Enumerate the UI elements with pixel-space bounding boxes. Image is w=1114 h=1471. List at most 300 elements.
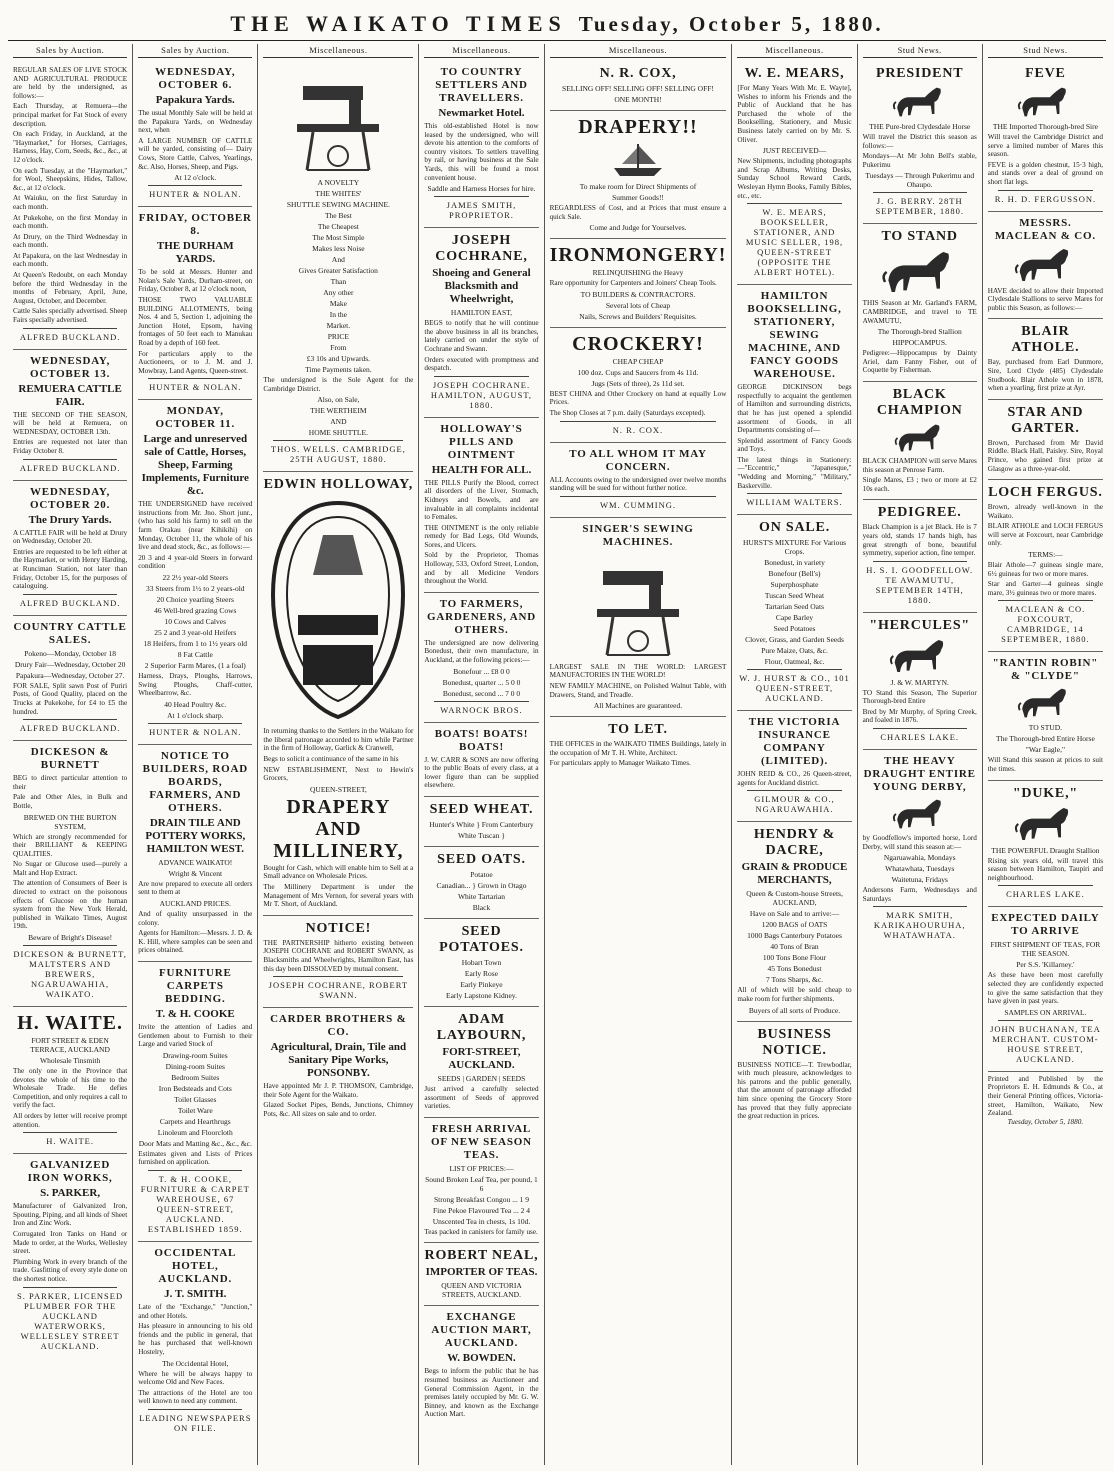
ad-text: The undersigned are now delivering Bonedust, their own manufacture, in Auckland, at the following prices:— bbox=[424, 638, 539, 665]
ad-text: BEGS to notify that he will continue the above business in all its branches, lately carried on under the style of Cochrane and Swann. bbox=[424, 319, 539, 353]
ad-text: The Thorough-bred Stallion bbox=[877, 327, 962, 337]
ad-subheading: S. PARKER, bbox=[40, 1187, 101, 1200]
ad-heading: PRESIDENT bbox=[876, 66, 964, 81]
ad-signature: HUNTER & NOLAN. bbox=[149, 382, 242, 393]
ad-text: SELLING OFF! SELLING OFF! SELLING OFF! bbox=[562, 84, 714, 93]
ad-signature: R. H. D. FERGUSSON. bbox=[994, 193, 1097, 204]
ad-signature: JAMES SMITH, PROPRIETOR. bbox=[446, 200, 517, 221]
ad-text: Makes less Noise bbox=[312, 244, 365, 253]
ad-text: Entries are requested to be left either at the Haymarket, or with Henry Harding, at Runciman Station, not later than Friday, October 15, for the purposes of cataloguing. bbox=[13, 547, 128, 591]
ad-text: ADVANCE WAIKATO! bbox=[158, 857, 233, 867]
ad-text: The latest things in Stationery:—"Eccentric," "Japanesque," "Wedding and Morning," "Military," Baskerville. bbox=[737, 455, 852, 490]
ad-heading: ADAM LAYBOURN, bbox=[436, 1012, 527, 1043]
ad-text: FORT STREET & EDEN TERRACE, AUCKLAND bbox=[30, 1036, 110, 1055]
ad-text: AUCKLAND PRICES. bbox=[159, 899, 231, 908]
ad-text: To be sold at Messrs. Hunter and Nolan's Sale Yards, Durham-street, on Friday, October 8, at 12 o'clock noon, bbox=[138, 268, 253, 294]
ad-heading: "DUKE," bbox=[1012, 785, 1078, 801]
ad-text: The only one in the Province that devotes the whole of his time to the Wholesale Trade. He defies Competition, and only requires a call to verify the fact. bbox=[13, 1067, 128, 1110]
horse-engraving bbox=[1010, 245, 1080, 285]
ad-text: Have on Sale and to arrive:— bbox=[749, 909, 840, 919]
ad-text: Will travel the Cambridge District and serve a limited number of Mares this season. bbox=[987, 133, 1103, 159]
divider bbox=[148, 378, 242, 379]
ad-text: Manufacturer of Galvanized Iron, Spouting, Piping, and all kinds of Sheet Iron and Zinc Work. bbox=[13, 1202, 128, 1228]
advertisement bbox=[138, 61, 252, 207]
ad-heading: WEDNESDAY, OCTOBER 13. bbox=[29, 354, 111, 380]
ad-signature: T. & H. COOKE, FURNITURE & CARPET WAREHOUSE, 67 QUEEN-STREET, AUCKLAND. ESTABLISHED 1859. bbox=[140, 1173, 250, 1234]
divider bbox=[998, 600, 1093, 601]
divider bbox=[148, 1409, 242, 1410]
column-3 bbox=[258, 44, 419, 1465]
ad-heading: OCCIDENTAL HOTEL, AUCKLAND. bbox=[154, 1246, 237, 1285]
ad-text: BLACK CHAMPION will serve Mares this season at Penrose Farm. bbox=[862, 456, 977, 474]
ad-text: THE WERTHEIM bbox=[310, 406, 367, 416]
ad-text: THE POWERFUL Draught Stallion bbox=[991, 845, 1100, 855]
ad-heading: "HERCULES" bbox=[869, 617, 970, 633]
ad-text: THE PARTNERSHIP hitherto existing between JOSEPH COCHRANE and ROBERT SWANN, as Blacksmiths and Wheelwrights, Hamilton East, has this day been DISSOLVED by mutual consent. bbox=[263, 938, 414, 973]
ad-text: Strong Breakfast Congou ... 1 9 bbox=[433, 1194, 529, 1204]
advertisement bbox=[863, 613, 977, 750]
ad-text: The Most Simple bbox=[312, 233, 365, 242]
ad-text: LARGEST SALE IN THE WORLD: LARGEST MANUFACTORIES IN THE WORLD! bbox=[549, 662, 727, 680]
column-7 bbox=[858, 44, 983, 1465]
ad-text: All orders by letter will receive prompt attention. bbox=[13, 1112, 128, 1129]
ad-subheading: Newmarket Hotel. bbox=[438, 107, 525, 119]
ad-text: SEEDS | GARDEN | SEEDS bbox=[437, 1074, 526, 1083]
column-header: Sales by Auction. bbox=[138, 44, 252, 58]
ad-text: Per S.S. 'Killarney.' bbox=[1016, 960, 1075, 970]
ad-heading: WEDNESDAY, OCTOBER 20. bbox=[29, 485, 111, 511]
advertisement bbox=[550, 518, 727, 717]
ad-heading: SEED WHEAT. bbox=[429, 802, 534, 817]
column-1 bbox=[8, 44, 133, 1465]
ad-text: Ngaruawahia, Mondays bbox=[883, 853, 956, 863]
advertisement bbox=[988, 480, 1103, 652]
ad-text: REGULAR SALES OF LIVE STOCK AND AGRICULTURAL PRODUCE are held by the undersigned, as follows:— bbox=[13, 66, 128, 100]
ad-text: 25 2 and 3 year-old Heifers bbox=[154, 628, 237, 638]
ad-text: BREWED ON THE BURTON SYSTEM, bbox=[23, 812, 117, 831]
horse-engraving bbox=[1015, 685, 1075, 721]
advertisement bbox=[13, 1154, 127, 1357]
ad-text: QUEEN AND VICTORIA STREETS, AUCKLAND. bbox=[441, 1281, 522, 1300]
ad-text: TERMS:— bbox=[1028, 550, 1063, 560]
ad-subheading: The Drury Yards. bbox=[28, 513, 112, 526]
ad-heading: MESSRS. MACLEAN & CO. bbox=[994, 216, 1096, 242]
ad-text: Cape Barley bbox=[775, 613, 814, 623]
ad-text: Tartarian Seed Oats bbox=[764, 602, 825, 612]
ad-text: Market. bbox=[326, 321, 351, 330]
ad-text: 45 Tons Bonedust bbox=[767, 964, 822, 974]
ad-text: 33 Steers from 1½ to 2 years-old bbox=[146, 584, 245, 594]
advertisement bbox=[988, 652, 1103, 780]
ad-heading: NOTICE TO BUILDERS, ROAD BOARDS, FARMERS, AND OTHERS. bbox=[142, 749, 248, 814]
ad-text: RELINQUISHING the Heavy bbox=[592, 268, 684, 278]
ad-text: BEST CHINA and Other Crockery on hand at equally Low Prices. bbox=[549, 389, 727, 407]
ad-text: NEW FAMILY MACHINE, on Polished Walnut Table, with Drawers, Stand, and Treadle. bbox=[549, 681, 727, 699]
ad-text: Single Mares, £3 ; two or more at £2 10s each. bbox=[862, 476, 977, 493]
ad-text: On each Tuesday, at the "Haymarket," for Wool, Sheepskins, Hides, Tallow, &c., at 12 o'clock. bbox=[13, 166, 128, 192]
ad-text: Summer Goods!! bbox=[612, 193, 664, 202]
advertisement bbox=[138, 400, 252, 745]
horse-engraving bbox=[890, 796, 950, 832]
ad-text: 18 Heifers, from 1 to 1½ years old bbox=[143, 639, 248, 649]
ad-text: Iron Bedsteads and Cots bbox=[158, 1083, 232, 1093]
ad-text: And bbox=[331, 255, 345, 264]
advertisement bbox=[424, 797, 538, 847]
ad-text: 1000 Bags Canterbury Potatoes bbox=[747, 931, 842, 941]
columns-container bbox=[8, 44, 1108, 1465]
ad-heading: EDWIN HOLLOWAY, bbox=[263, 477, 414, 493]
advertisement bbox=[424, 919, 538, 1007]
divider bbox=[998, 885, 1093, 886]
advertisement bbox=[863, 224, 977, 382]
ad-text: Entries are requested not later than Friday October 8. bbox=[13, 438, 128, 455]
ad-text: A CATTLE FAIR will be held at Drury on Wednesday, October 20. bbox=[13, 528, 128, 546]
ad-text: Time Payments taken. bbox=[305, 365, 372, 374]
advertisement bbox=[424, 1243, 538, 1306]
imprint-text: Printed and Published by the Proprietors E. H. Edmunds & Co., at their General Printing offices, Victoria-street, Hamilton, Waikato, New Zealand. bbox=[987, 1074, 1103, 1118]
advertisement bbox=[424, 61, 538, 228]
ad-text: Wright & Vincent bbox=[168, 868, 223, 878]
alexander-badge-engraving bbox=[263, 495, 413, 725]
ad-signature: GILMOUR & CO., NGARUAWAHIA. bbox=[754, 794, 835, 815]
advertisement bbox=[863, 382, 977, 500]
sewing-machine-icon bbox=[283, 66, 393, 176]
advertisement bbox=[424, 723, 538, 797]
ad-heading: EXPECTED DAILY TO ARRIVE bbox=[991, 912, 1100, 938]
ad-text: THE PILLS Purify the Blood, correct all disorders of the Liver, Stomach, Kidneys and Bowels, and are invaluable in all complaints incidental to Females. bbox=[424, 478, 539, 522]
ad-text: Several lots of Cheap bbox=[605, 300, 671, 310]
advertisement bbox=[13, 481, 127, 616]
ad-text: PRICE bbox=[327, 332, 349, 341]
ad-text: As these have been most carefully selected they are confidently expected to give the same satisfaction that they have given in past years. bbox=[987, 971, 1103, 1006]
column-header: Miscellaneous. bbox=[737, 44, 851, 58]
ad-text: Pale and Other Ales, in Bulk and Bottle, bbox=[13, 793, 128, 810]
ad-heading: W. E. MEARS, bbox=[744, 66, 845, 81]
ad-text: Teas packed in canisters for family use. bbox=[424, 1227, 538, 1236]
ad-signature: WM. CUMMING. bbox=[600, 499, 676, 510]
advertisement bbox=[550, 239, 727, 328]
ad-text: New Shipments, including photographs and Scrap Albums, Writing Desks, Sunday School Reward Cards, Wesleyan Hymn Books, Family Bibles, etc., etc. bbox=[737, 157, 852, 200]
advertisement bbox=[138, 1242, 252, 1440]
advertisement bbox=[737, 1022, 851, 1127]
ad-text: Gives Greater Satisfaction bbox=[298, 266, 378, 275]
ad-heading: FEVE bbox=[1025, 66, 1066, 81]
ad-text: Harness, Drays, Ploughs, Harrows, Swing Ploughs, Chaff-cutter, Wheelbarrow, &c. bbox=[138, 672, 253, 698]
ad-signature: LEADING NEWSPAPERS ON FILE. bbox=[139, 1412, 252, 1433]
ad-heading: SEED OATS. bbox=[437, 852, 526, 867]
ad-text: 7 Tons Sharps, &c. bbox=[765, 975, 824, 985]
ad-text: THE WHITES' bbox=[315, 189, 362, 198]
ad-heading: CARDER BROTHERS & CO. bbox=[270, 1013, 407, 1039]
ad-signature: CHARLES LAKE. bbox=[1006, 889, 1085, 900]
advertisement bbox=[863, 61, 977, 224]
ad-heading: H. WAITE. bbox=[17, 1012, 124, 1035]
ad-heading: THE VICTORIA INSURANCE COMPANY (LIMITED). bbox=[748, 716, 841, 768]
ad-text: Rising six years old, will travel this season between Hamilton, Taupiri and neighbourhood. bbox=[987, 856, 1103, 882]
ad-heading: HOLLOWAY'S PILLS AND OINTMENT bbox=[440, 422, 523, 461]
divider bbox=[873, 906, 967, 907]
printer-imprint bbox=[988, 1075, 1103, 1127]
ad-text: At Pukekohe, on the first Monday in each month. bbox=[13, 213, 128, 231]
ad-text: No Sugar or Glucose used—purely a Malt and Hop Extract. bbox=[13, 860, 128, 877]
column-header: Stud News. bbox=[988, 44, 1103, 58]
ad-text: Glazed Socket Pipes, Bends, Junctions, Chimney Pots, &c. All sizes on sale and to order. bbox=[263, 1101, 414, 1118]
ad-text: Flour, Oatmeal, &c. bbox=[764, 657, 825, 667]
illustration bbox=[263, 66, 413, 176]
advertisement bbox=[550, 443, 727, 518]
ad-text: 10 Cows and Calves bbox=[164, 617, 227, 627]
ad-signature: JOSEPH COCHRANE. HAMILTON, AUGUST, 1880. bbox=[430, 379, 533, 410]
advertisement bbox=[988, 781, 1103, 908]
ad-text: Jugs (Sets of three), 2s 11d set. bbox=[591, 378, 685, 388]
masthead bbox=[8, 4, 1106, 41]
ad-text: 100 Tons Bone Flour bbox=[762, 953, 827, 963]
advertisement bbox=[138, 207, 252, 400]
ad-text: 2 Superior Farm Mares, (1 a foal) bbox=[144, 661, 246, 671]
ad-text: Superphosphate bbox=[770, 580, 819, 590]
ad-text: Come and Judge for Yourselves. bbox=[589, 223, 687, 233]
ad-text: Which are strongly recommended for their BRILLIANT & KEEPING QUALITIES. bbox=[13, 832, 128, 858]
ad-text: Andersons Farm, Wednesdays and Saturdays bbox=[862, 886, 977, 903]
ad-text: Star and Garter—4 guineas single mare, 3½ guineas two or more mares. bbox=[987, 580, 1103, 597]
ad-text: Bonedust, quarter ... 5 0 0 bbox=[442, 677, 521, 687]
ad-text: Blair Athole—7 guineas single mare, 6½ guineas for two or more mares. bbox=[987, 561, 1103, 578]
ad-subheading: REMUERA CATTLE FAIR. bbox=[18, 382, 122, 408]
ad-text: Invite the attention of Ladies and Gentlemen about to Furnish to their Large and varied Stock of bbox=[138, 1022, 253, 1049]
divider bbox=[998, 190, 1093, 191]
ad-text: BUSINESS NOTICE—T. Trewbodlar, with much pleasure, acknowledges to his patrons and the public generally, that the amount of patronage afforded him since opening the Grocery Store has proved that they fully appreciate the great reduction in prices. bbox=[737, 1060, 852, 1121]
ad-signature: HUNTER & NOLAN. bbox=[149, 726, 242, 737]
advertisement bbox=[263, 61, 413, 472]
ad-text: To make room for Direct Shipments of bbox=[579, 182, 697, 191]
ad-text: At 12 o'clock. bbox=[174, 173, 217, 183]
ad-text: Rare opportunity for Carpenters and Joiners' Cheap Tools. bbox=[549, 279, 717, 288]
ad-heading: CROCKERY! bbox=[572, 332, 704, 355]
ad-subheading: IMPORTER OF TEAS. bbox=[425, 1266, 538, 1279]
advertisement bbox=[263, 472, 413, 916]
ad-text: Early Rose bbox=[464, 969, 499, 978]
divider bbox=[747, 493, 841, 494]
ad-text: The Occidental Hotel, bbox=[162, 1358, 229, 1368]
ad-subheading: GRAIN & PRODUCE MERCHANTS, bbox=[741, 861, 848, 887]
ad-text: From bbox=[330, 343, 347, 352]
advertisement bbox=[550, 717, 727, 774]
ad-subheading: J. T. SMITH. bbox=[164, 1287, 227, 1300]
ad-text: JOHN REID & CO., 26 Queen-street, agents for Auckland district. bbox=[737, 770, 852, 787]
advertisement bbox=[424, 418, 538, 593]
ad-heading: PEDIGREE. bbox=[877, 505, 962, 521]
ad-heading: BLAIR ATHOLE. bbox=[1011, 324, 1080, 356]
ad-signature: W. J. HURST & CO., 101 QUEEN-STREET, AUCKLAND. bbox=[739, 673, 850, 704]
ad-signature: JOHN BUCHANAN, TEA MERCHANT. CUSTOM-HOUSE STREET, AUCKLAND. bbox=[990, 1023, 1101, 1064]
advertisement bbox=[424, 847, 538, 919]
ad-text: Bedroom Suites bbox=[171, 1072, 220, 1082]
column-4 bbox=[419, 44, 544, 1465]
advertisement bbox=[424, 1306, 538, 1425]
ad-text: Brown, already well-known in the Waikato. bbox=[987, 503, 1103, 520]
illustration bbox=[863, 84, 977, 120]
advertisement bbox=[863, 750, 977, 947]
divider bbox=[273, 976, 403, 977]
ad-text: Bought for Cash, which will enable him to Sell at a Small advance on Wholesale Prices. bbox=[263, 863, 414, 881]
ad-text: Brown, Purchased from Mr David Riddle. Black Hall, Paisley. Sire, Royal Prince, who gained first prize at Glasgow as a three-year-old. bbox=[987, 438, 1103, 473]
divider bbox=[747, 669, 841, 670]
ad-heading: TO ALL WHOM IT MAY CONCERN. bbox=[569, 447, 707, 473]
divider bbox=[148, 185, 242, 186]
ad-heading: ON SALE. bbox=[759, 520, 830, 536]
advertisement bbox=[424, 1118, 538, 1244]
column-5 bbox=[545, 44, 733, 1465]
ad-signature: WARNOCK BROS. bbox=[440, 704, 523, 715]
ad-subheading: T. & H. COOKE bbox=[155, 1007, 235, 1020]
ad-heading: FURNITURE CARPETS BEDDING. bbox=[158, 966, 232, 1005]
ad-signature: MACLEAN & CO. FOXCOURT, CAMBRIDGE, 14 SEPTEMBER, 1880. bbox=[1001, 604, 1090, 645]
ad-text: REGARDLESS of Cost, and at Prices that must ensure a quick Sale. bbox=[549, 204, 727, 221]
illustration bbox=[550, 551, 727, 661]
ad-heading: HAMILTON BOOKSELLING, STATIONERY, SEWING MACHINE, AND FANCY GOODS WAREHOUSE. bbox=[747, 290, 842, 381]
ad-text: The attention of Consumers of Beer is directed to extract on the poisonous effects of Glucose on the human system from the New York Herald, published in Waikato Times, August 19th. bbox=[13, 879, 128, 931]
illustration bbox=[988, 84, 1103, 120]
ad-text: The attractions of the Hotel are too well known to need any comment. bbox=[138, 1388, 253, 1406]
ad-subheading: FORT-STREET, AUCKLAND. bbox=[442, 1046, 521, 1071]
ad-text: Pokeno—Monday, October 18 bbox=[24, 648, 116, 658]
ad-heading: IRONMONGERY! bbox=[549, 244, 727, 267]
ad-text: Have appointed Mr J. P. THOMSON, Cambridge, their Sole Agent for the Waikato. bbox=[263, 1082, 414, 1099]
ad-text: Will Stand this season at prices to suit the times. bbox=[987, 756, 1103, 774]
ad-subheading: Papakura Yards. bbox=[155, 94, 235, 106]
ad-text: "War Eagle," bbox=[1025, 745, 1066, 755]
ad-heading: ROBERT NEAL, bbox=[424, 1248, 539, 1264]
ad-text: A LARGE NUMBER OF CATTLE will be yarded, consisting of— Dairy Cows, Store Cattle, Calves, Yearlings, &c. Also, Horses, Sheep, and Pigs. bbox=[138, 136, 253, 171]
horse-engraving bbox=[892, 421, 948, 455]
divider bbox=[23, 459, 117, 460]
ad-signature: THOS. WELLS. CAMBRIDGE, 25TH AUGUST, 1880. bbox=[270, 444, 406, 465]
ad-text: And of quality unsurpassed in the colony. bbox=[138, 910, 253, 927]
ad-text: QUEEN-STREET, bbox=[310, 784, 367, 794]
ad-heading: NOTICE! bbox=[305, 920, 372, 936]
ad-text: Potatoe bbox=[470, 870, 493, 879]
ad-subheading: HEALTH FOR ALL. bbox=[431, 463, 532, 476]
ad-heading: SEED POTATOES. bbox=[439, 924, 524, 955]
ad-heading: SINGER'S SEWING MACHINES. bbox=[582, 522, 694, 548]
illustration bbox=[263, 495, 413, 725]
ad-text: Begs to solicit a continuance of the same in his bbox=[263, 754, 399, 763]
divider bbox=[434, 701, 528, 702]
ad-text: For particulars apply to the Auctioneers, or to J. M. and J. Mowbray, Land Agents, Queen-street. bbox=[138, 349, 253, 375]
ad-text: Will travel the District this season as follows:— bbox=[862, 133, 977, 150]
advertisement bbox=[550, 111, 727, 239]
ad-text: Where he will be always happy to welcome Old and New Faces. bbox=[138, 1369, 253, 1387]
ad-text: Black bbox=[472, 903, 491, 912]
ad-text: At Papakura, on the last Wednesday in each month. bbox=[13, 251, 128, 269]
ad-text: BLAIR ATHOLE and LOCH FERGUS will serve at Foxcourt, near Cambridge only. bbox=[987, 522, 1103, 548]
ad-text: Beware of Bright's Disease! bbox=[28, 933, 113, 943]
divider bbox=[148, 1170, 242, 1171]
ad-text: Drury Fair—Wednesday, October 20 bbox=[14, 659, 126, 669]
divider bbox=[23, 594, 117, 595]
ad-text: In the bbox=[329, 310, 348, 319]
ad-text: Whatawhata, Tuesdays bbox=[885, 864, 955, 874]
ad-text: The usual Monthly Sale will be held at the Papakura Yards, on Wednesday next, when bbox=[138, 109, 253, 135]
ad-text: 20 Choice yearling Steers bbox=[156, 595, 234, 605]
divider bbox=[434, 376, 528, 377]
divider bbox=[747, 790, 841, 791]
column-2 bbox=[133, 44, 258, 1465]
ad-text: All Machines are guaranteed. bbox=[593, 701, 683, 711]
masthead-date: Tuesday, October 5, 1880. bbox=[578, 12, 884, 36]
ad-signature: CHARLES LAKE. bbox=[880, 732, 960, 743]
illustration bbox=[863, 247, 977, 297]
ad-heading: DRAPERY!! bbox=[578, 116, 698, 138]
ad-text: Door Mats and Matting &c., &c., &c. bbox=[138, 1138, 252, 1148]
ad-text: HURST'S MIXTURE For Various Crops. bbox=[742, 538, 847, 557]
ad-text: This old-established Hotel is now leased by the undersigned, who will devote his attention to the comforts of country visitors. To settlers travelling by rail, or having business at the Sale Yards, this will be found a most convenient house. bbox=[424, 122, 539, 182]
ad-text: At Drury, on the Third Wednesday in each month. bbox=[13, 232, 128, 250]
ad-text: Queen & Custom-house Streets, AUCKLAND, bbox=[746, 889, 843, 908]
ad-text: J. W. CARR & SONS are now offering to the public Boats of every class, at a lower figure than can be supplied elsewhere. bbox=[424, 755, 539, 790]
ad-heading: N. R. COX, bbox=[599, 66, 677, 81]
ad-text: Any other bbox=[323, 288, 354, 297]
ad-signature: WILLIAM WALTERS. bbox=[746, 497, 843, 508]
advertisement bbox=[737, 711, 851, 822]
ad-text: Bay, purchased from Earl Dunmore, Sire, Lord Clyde (485) Clydesdale Studbook. Blair Athole won in 1878, when a yearling, first prize at Ayr. bbox=[987, 358, 1103, 393]
ad-text: Splendid assortment of Fancy Goods and Toys. bbox=[737, 436, 852, 454]
ad-text: FIRST SHIPMENT OF TEAS, FOR THE SEASON. bbox=[990, 940, 1101, 959]
column-8 bbox=[983, 44, 1108, 1465]
ad-text: In returning thanks to the Settlers in the Waikato for the liberal patronage accorded to him while Partner in the firm of Holloway, Garlick & Cranwell, bbox=[263, 727, 414, 753]
illustration bbox=[863, 636, 977, 676]
ad-heading: BUSINESS NOTICE. bbox=[757, 1026, 832, 1058]
ad-text: THIS Season at Mr. Garland's FARM, CAMBRIDGE, and travel to TE AWAMUTU, bbox=[862, 299, 977, 325]
ad-signature: N. R. COX. bbox=[612, 424, 664, 435]
illustration bbox=[988, 804, 1103, 844]
ad-text: Canadian... } Grown in Otago bbox=[436, 881, 527, 890]
ad-text: THE OFFICES in the WAIKATO TIMES Buildings, lately in the occupation of Mr T. H. White, Architect. bbox=[549, 740, 727, 757]
advertisement bbox=[13, 1007, 127, 1154]
ad-text: FEVE is a golden chestnut, 15·3 high, and stands over a deal of ground on short flat legs. bbox=[987, 160, 1103, 186]
ad-text: Agents for Hamilton:—Messrs. J. D. & K. Hill, where samples can be seen and prices obtained. bbox=[138, 929, 253, 955]
illustration bbox=[863, 421, 977, 455]
ad-text: NEW ESTABLISHMENT, Next to Hewin's Grocers, bbox=[263, 765, 414, 783]
ad-text: Also, on Sale, bbox=[317, 395, 360, 405]
ad-text: The Shop Closes at 7 p.m. daily (Saturdays excepted). bbox=[549, 408, 706, 417]
ad-text: THE Imported Thorough-bred Sire bbox=[992, 122, 1098, 131]
ad-heading: FRIDAY, OCTOBER 8. bbox=[138, 212, 252, 238]
divider bbox=[747, 203, 841, 204]
ad-heading: TO STAND bbox=[881, 229, 958, 245]
ad-heading: COUNTRY CATTLE SALES. bbox=[13, 620, 127, 646]
ad-text: Bonefour (Bell's) bbox=[768, 569, 821, 579]
ad-text: 40 Head Poultry &c. bbox=[164, 699, 227, 709]
ad-text: Than bbox=[330, 277, 347, 286]
divider bbox=[148, 723, 242, 724]
ad-text: Wholesale Tinsmith bbox=[39, 1056, 101, 1066]
ad-heading: JOSEPH COCHRANE, bbox=[435, 233, 528, 265]
divider bbox=[560, 421, 717, 422]
ad-signature: H. WAITE. bbox=[46, 1136, 94, 1147]
ad-text: 8 Fat Cattle bbox=[177, 650, 213, 660]
divider bbox=[873, 561, 967, 562]
ad-text: AND bbox=[330, 417, 347, 427]
ad-text: Early Lapstone Kidney. bbox=[446, 991, 517, 1000]
ad-text: Make bbox=[329, 299, 347, 308]
ad-text: All of which will be sold cheap to make room for further shipments. bbox=[737, 986, 852, 1004]
advertisement bbox=[424, 1007, 538, 1118]
ad-text: Saddle and Harness Horses for hire. bbox=[427, 184, 536, 194]
advertisement bbox=[988, 319, 1103, 399]
divider bbox=[434, 196, 528, 197]
advertisement bbox=[424, 593, 538, 723]
